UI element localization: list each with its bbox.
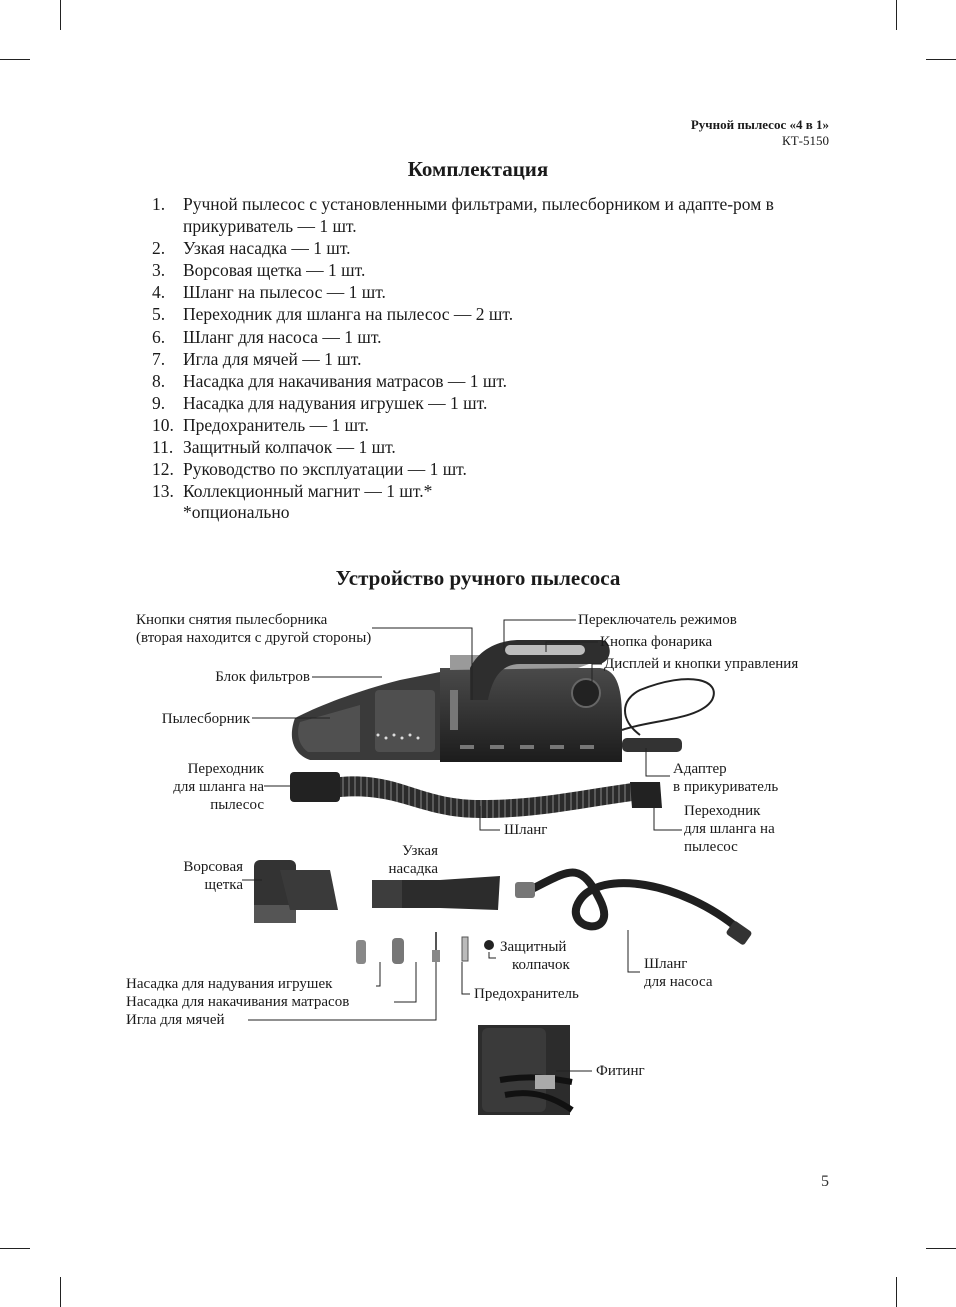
vacuum-hose [290,772,662,818]
label-hose: Шланг [504,822,548,838]
label-display-controls: Дисплей и кнопки управления [604,656,799,672]
list-item: 11. Защитный колпачок — 1 шт. [152,437,396,458]
fitting-photo [478,1025,572,1115]
list-item: 9. Насадка для надувания игрушек — 1 шт. [152,392,488,413]
label-dust-container: Пылесборник [161,711,250,727]
label-brush: Ворсовая щетка [183,859,243,893]
label-narrow-nozzle: Узкая насадка [388,843,438,877]
list-item: 7. Игла для мячей — 1 шт. [152,348,362,369]
brush-nozzle [254,860,338,923]
label-mattress-nozzle: Насадка для накачивания матрасов [126,994,350,1010]
label-cap: Защитный колпачок [500,939,570,973]
list-item: 10. Предохранитель — 1 шт. [152,414,369,435]
header-title: Ручной пылесос «4 в 1» [690,117,829,132]
list-item: 5. Переходник для шланга на пылесос — 2 шт. [152,304,514,325]
label-toy-nozzle: Насадка для надувания игрушек [126,976,333,992]
list-item: 3. Ворсовая щетка — 1 шт. [152,260,366,281]
label-flashlight-button: Кнопка фонарика [600,634,713,650]
label-filter-block: Блок фильтров [215,669,310,685]
narrow-nozzle [372,876,500,910]
small-accessories [356,932,494,964]
page-number: 5 [821,1173,829,1190]
list-item: 12. Руководство по эксплуатации — 1 шт. [152,459,467,480]
section-title-contents: Комплектация [407,157,549,181]
label-fuse: Предохранитель [474,986,579,1002]
list-item: 13. Коллекционный магнит — 1 шт.* [152,481,433,502]
header-model: КТ-5150 [782,133,829,148]
list-item: 2. Узкая насадка — 1 шт. [152,238,351,259]
optional-note: *опционально [183,502,290,522]
label-fitting: Фитинг [596,1063,645,1079]
label-mode-switch: Переключатель режимов [578,612,737,628]
label-pump-hose: Шланг для насоса [644,956,713,990]
label-release-buttons: Кнопки снятия пылесборника (вторая находится с другой стороны) [136,612,372,646]
pump-hose [515,873,753,946]
list-item: 8. Насадка для накачивания матрасов — 1 шт. [152,370,508,391]
list-item: 4. Шланг на пылесос — 1 шт. [152,282,386,303]
list-item: 6. Шланг для насоса — 1 шт. [152,326,382,347]
label-ball-needle: Игла для мячей [126,1012,225,1028]
label-car-adapter: Адаптер в прикуриватель [673,761,779,795]
section-title-device: Устройство ручного пылесоса [335,566,621,590]
label-adapter-left: Переходник для шланга на пылесос [173,761,264,813]
list-item: 1. Ручной пылесос с установленными фильтрами, пылесборником и адапте-ром в прикуриватель — 1 шт. [152,194,774,237]
label-adapter-right: Переходник для шланга на пылесос [684,803,775,855]
